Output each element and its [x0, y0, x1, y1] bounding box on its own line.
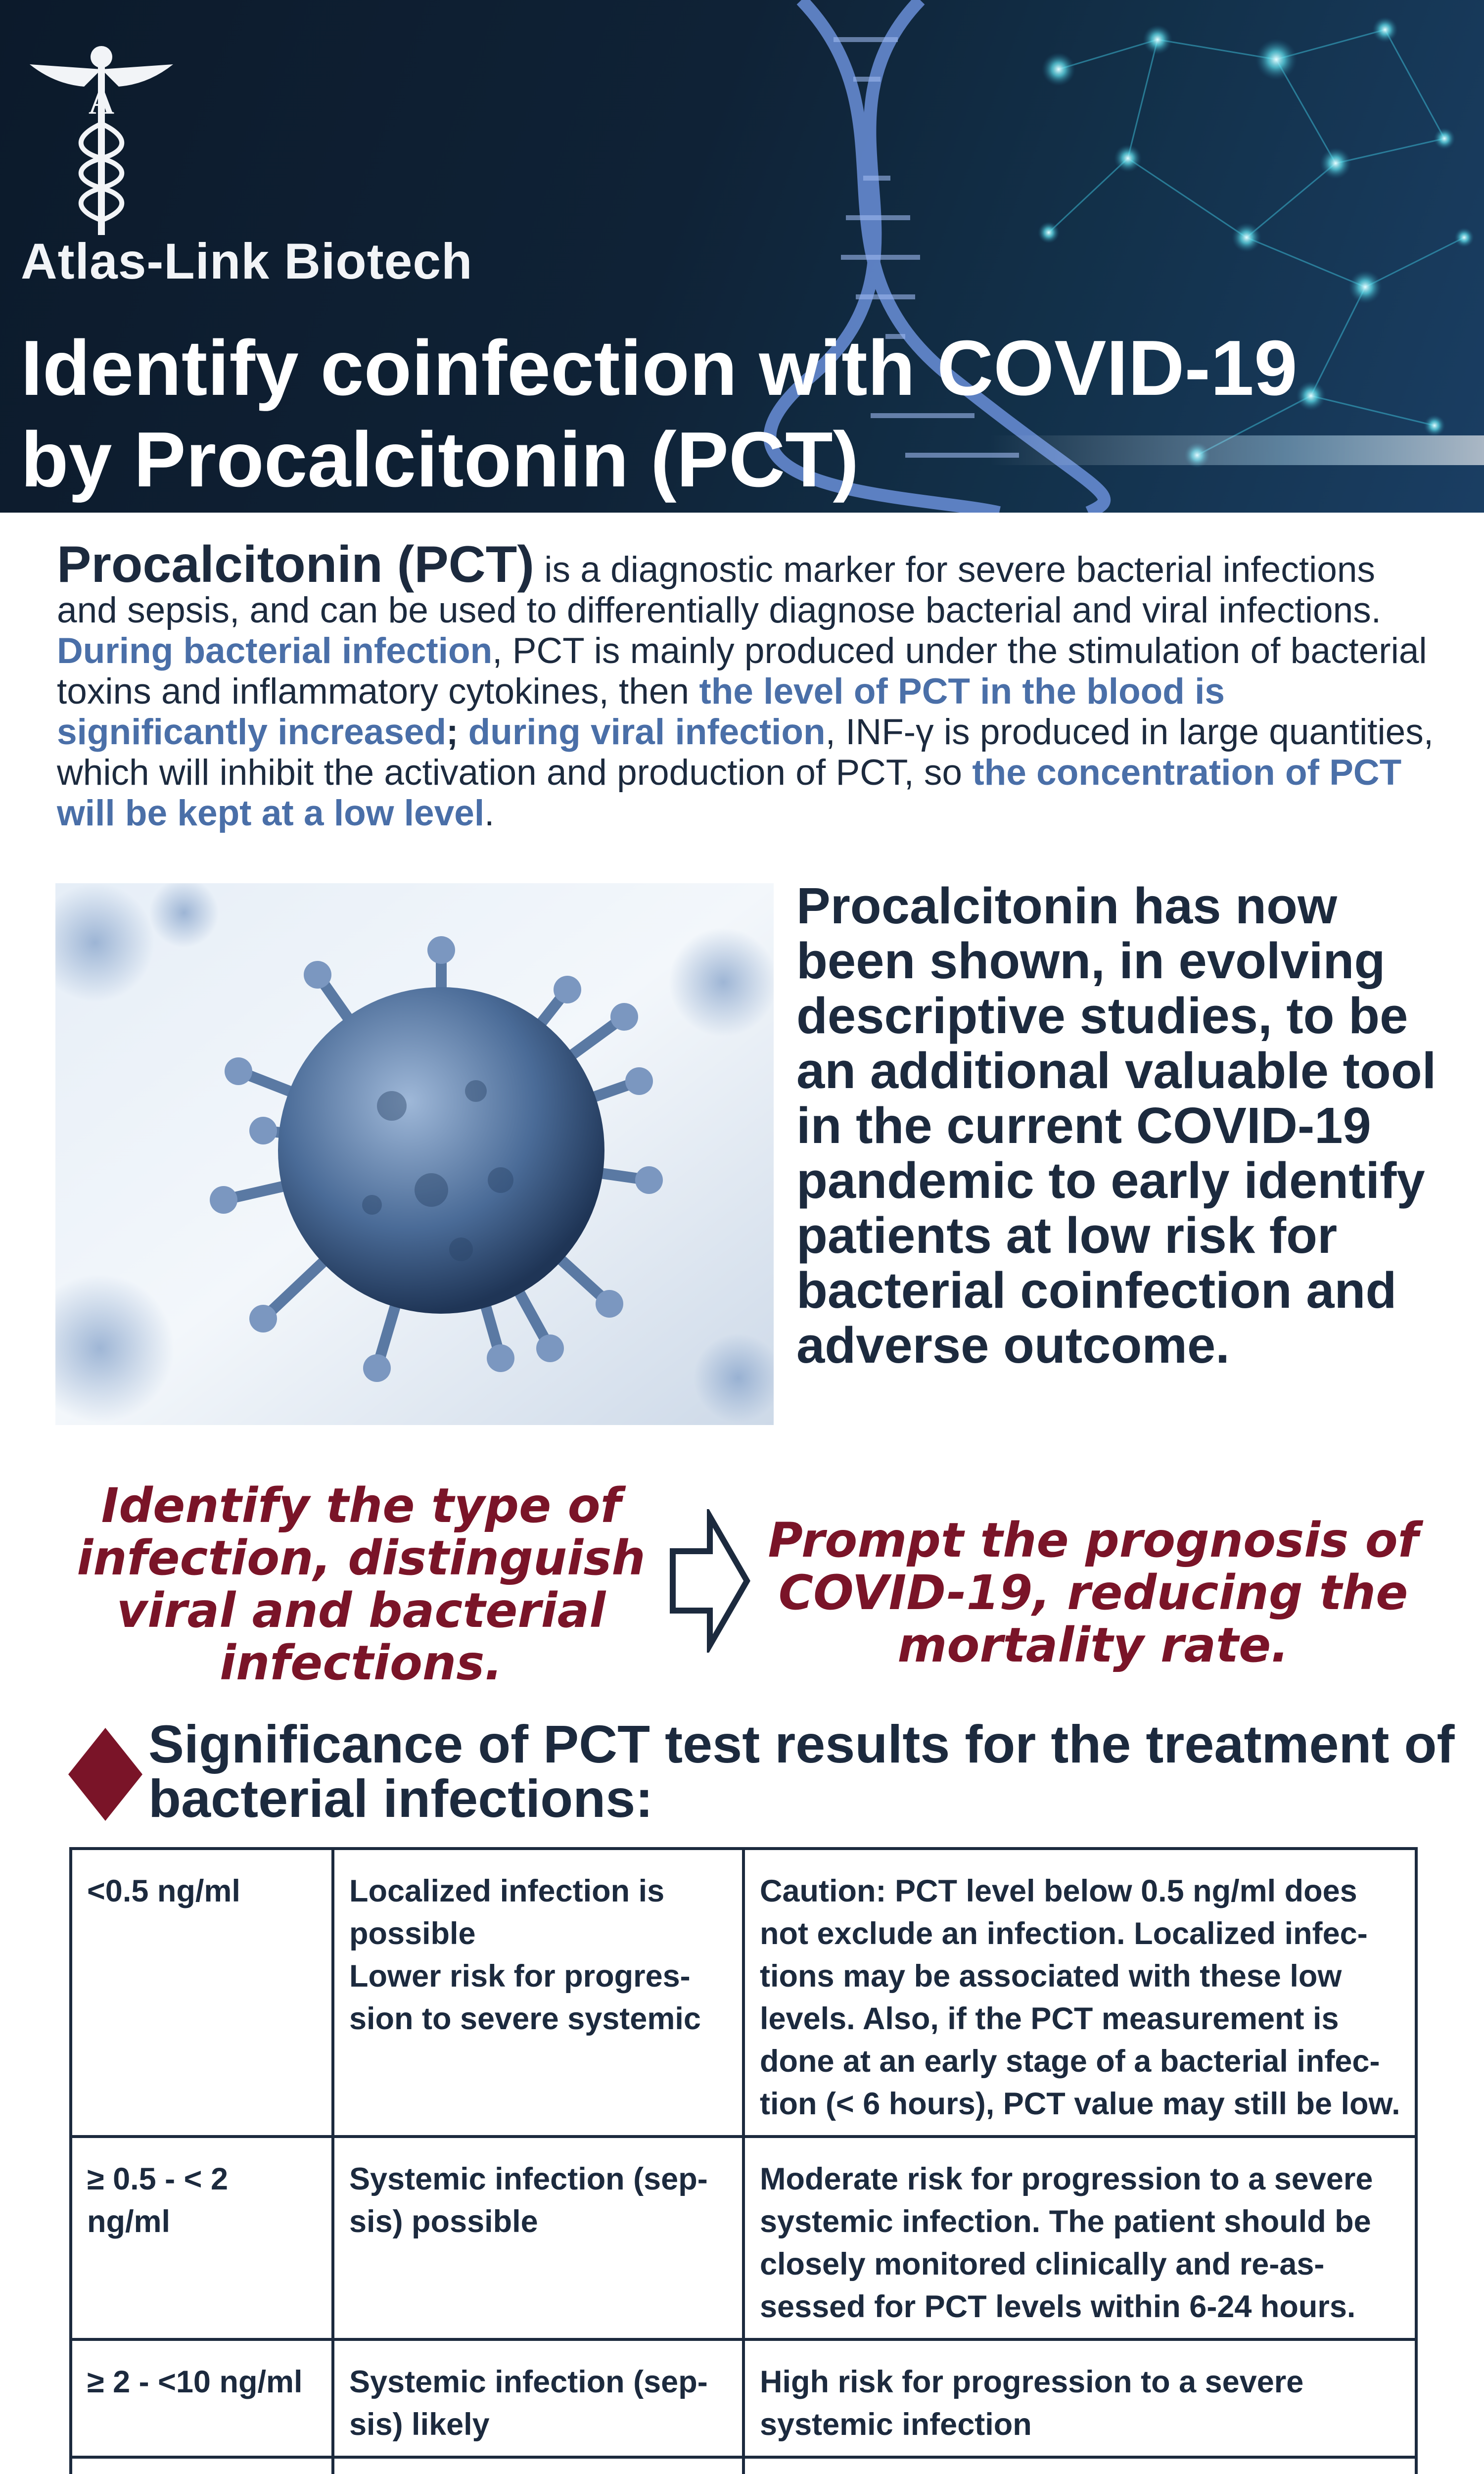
intro-text-3: ; [446, 712, 468, 752]
header-banner [0, 0, 1484, 513]
intro-highlight-3: during viral infection [468, 712, 826, 752]
intro-text-4: , INF-γ is produced in large quantities, which will inhibit the activation and production of PCT, so [57, 712, 1434, 793]
claim-identify-infection: Identify the type of infection, distinguish viral and bacterial infections. [77, 1478, 646, 1691]
intro-highlight-4: the concentration of PCT will be kept at a low level [57, 753, 1402, 833]
table-row [71, 2457, 1416, 2474]
brand-name: Atlas-Link Biotech [21, 233, 473, 289]
table-cell-meaning: Systemic infection (sep-sis) likely [333, 2339, 743, 2457]
pct-results-table [69, 1847, 1418, 2474]
table-cell-meaning: Localized infection is possible Lower risk for progres-sion to severe systemic [333, 1849, 743, 2137]
table-row [71, 2137, 1416, 2339]
virus-image [55, 883, 774, 1425]
significance-heading: Significance of PCT test results for the treatment of bacterial infections: [148, 1714, 1455, 1828]
table-cell-meaning: Systemic infection (sep-sis) possible [333, 2137, 743, 2339]
table-cell-note: Moderate risk for progression to a severe systemic infection. The patient should be closely monitored clinically and re-as-sessed for PCT levels within 6-24 hours. [743, 2137, 1416, 2339]
table-cell-range: <0.5 ng/ml [71, 1849, 333, 2137]
intro-lead: Procalcitonin (PCT) [57, 536, 534, 593]
intro-paragraph [57, 536, 1442, 834]
svg-text:A: A [89, 82, 114, 122]
table-row [71, 1849, 1416, 2137]
table-cell-range: ≥ 0.5 - < 2 ng/ml [71, 2137, 333, 2339]
claim-prognosis: Prompt the prognosis of COVID-19, reducing the mortality rate. [768, 1513, 1419, 1673]
table-cell-note: High risk for progression to a severe systemic infection [743, 2339, 1416, 2457]
table-cell-note: Caution: PCT level below 0.5 ng/ml does not exclude an infection. Localized infec-tions may be associated with these low levels. Also, if the PCT measurement is done at an early stage of a bacterial infec-tion (< 6 hours), PCT value may still be low. [743, 1849, 1416, 2137]
table-cell-meaning [333, 2457, 743, 2474]
diamond-bullet-icon [68, 1728, 142, 1821]
table-cell-note [743, 2457, 1416, 2474]
intro-highlight-1: During bacterial infection [57, 631, 493, 671]
table-cell-range: ≥ 2 - <10 ng/ml [71, 2339, 333, 2457]
intro-highlight-2: the level of PCT in the blood is significantly increased [57, 671, 1225, 752]
right-arrow-icon [665, 1509, 754, 1653]
intro-text-2: , PCT is mainly produced under the stimulation of bacterial toxins and inflammatory cytokines, then [57, 631, 1427, 712]
intro-text-5: . [484, 793, 495, 833]
page-title-line2: by Procalcitonin (PCT) [21, 416, 859, 503]
table-cell-range [71, 2457, 333, 2474]
pct-value-statement: Procalcitonin has now been shown, in evolving descriptive studies, to be an additional valuable tool in the current COVID-19 pandemic to early identify patients at low risk for bacterial coinfection and adverse outcome. [796, 877, 1437, 1374]
table-row [71, 2339, 1416, 2457]
caduceus-logo-icon [20, 40, 183, 247]
page-title-line1: Identify coinfection with COVID-19 [21, 325, 1298, 412]
intro-text-1: is a diagnostic marker for severe bacterial infections and sepsis, and can be used to differentially diagnose bacterial and viral infections. [57, 550, 1382, 630]
